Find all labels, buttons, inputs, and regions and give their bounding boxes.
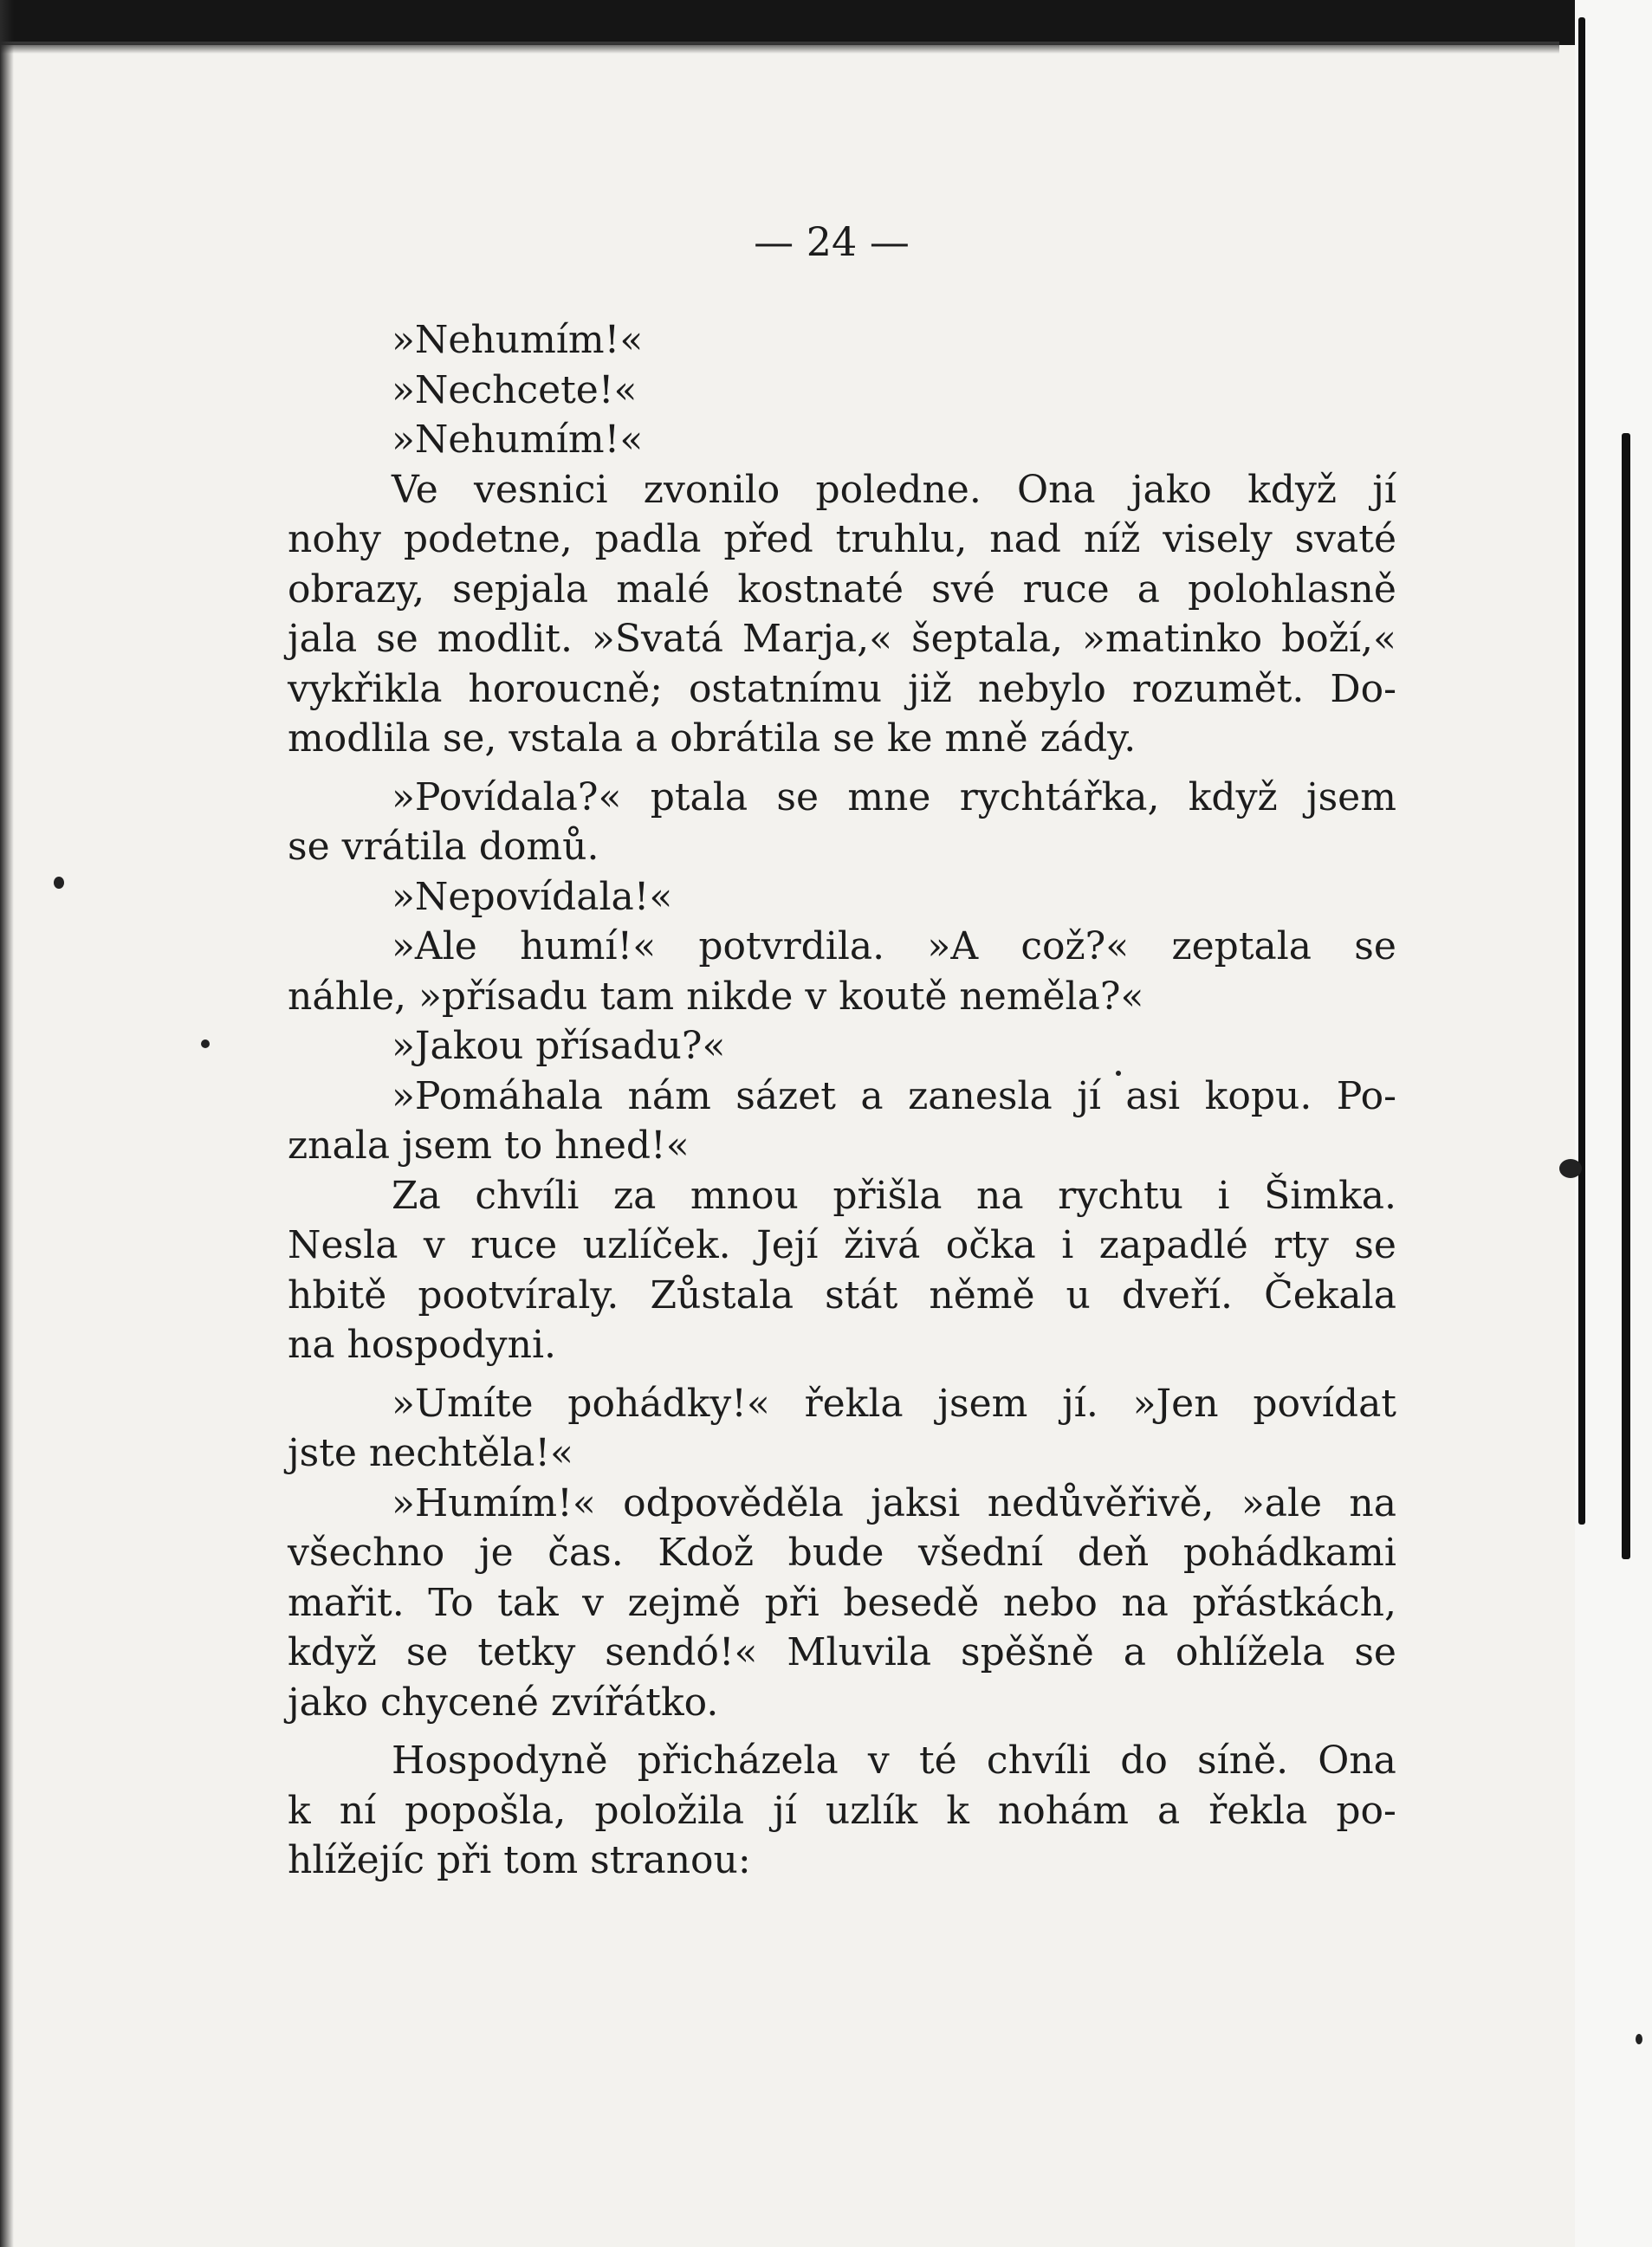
text-line: na hospodyni.: [288, 1323, 557, 1367]
page-number: — 24 —: [754, 218, 910, 265]
text-line: jste nechtěla!«: [288, 1431, 573, 1475]
ink-speck: [1559, 1159, 1582, 1178]
text-line: mařit. To tak v zejmě při besedě nebo na přástkách,: [288, 1580, 1396, 1625]
text-line: »Pomáhala nám sázet a zanesla jí asi kopu. Po-: [392, 1073, 1396, 1118]
ink-speck: [1636, 2034, 1642, 2044]
text-line: k ní popošla, položila jí uzlík k nohám a řekla po-: [288, 1788, 1396, 1833]
text-line: »Humím!« odpověděla jaksi nedůvěřivě, »ale na: [392, 1480, 1396, 1525]
text-line: nohy podetne, padla před truhlu, nad níž visely svaté: [288, 517, 1396, 561]
ink-speck: [54, 877, 64, 889]
text-line: Za chvíli za mnou přišla na rychtu i Šimka.: [392, 1173, 1396, 1218]
scan-top-shadow: [0, 42, 1559, 54]
text-line: »Jakou přísadu?«: [392, 1024, 726, 1068]
text-line: se vrátila domů.: [288, 825, 599, 869]
body-text: [288, 315, 1396, 1886]
text-line: jako chycené zvířátko.: [288, 1680, 719, 1725]
text-line: Ve vesnici zvonilo poledne. Ona jako když jí: [392, 467, 1396, 512]
text-line: hbitě pootvíraly. Zůstala stát němě u dveří. Čekala: [288, 1272, 1396, 1318]
text-line: »Nechcete!«: [392, 367, 638, 412]
text-line: »Umíte pohádky!« řekla jsem jí. »Jen povídat: [392, 1381, 1396, 1426]
binding-gutter: [1575, 0, 1652, 2247]
text-line: všechno je čas. Kdož bude všední deň pohádkami: [288, 1531, 1396, 1575]
binding-edge-line-inner: [1622, 433, 1630, 1559]
ink-speck: [201, 1039, 210, 1048]
binding-edge-line: [1578, 17, 1585, 1525]
text-line: Nesla v ruce uzlíček. Její živá očka i zapadlé rty se: [288, 1223, 1396, 1267]
text-line: obrazy, sepjala malé kostnaté své ruce a polohlasně: [288, 567, 1396, 612]
text-line: »Povídala?« ptala se mne rychtářka, když jsem: [392, 774, 1396, 819]
text-line: »Ale humí!« potvrdila. »A což?« zeptala se: [392, 924, 1396, 968]
text-line: jala se modlit. »Svatá Marja,« šeptala, »matinko boží,«: [288, 617, 1396, 661]
text-line: »Nepovídala!«: [392, 874, 673, 919]
scan-left-shadow: [0, 0, 14, 2247]
scan-top-border: [0, 0, 1652, 45]
text-line: znala jsem to hned!«: [288, 1124, 690, 1168]
text-line: »Nehumím!«: [392, 418, 644, 462]
text-line: když se tetky sendó!« Mluvila spěšně a ohlížela se: [288, 1630, 1396, 1674]
text-line: Hospodyně přicházela v té chvíli do síně. Ona: [392, 1739, 1396, 1783]
text-line: modlila se, vstala a obrátila se ke mně zády.: [288, 716, 1137, 761]
text-line: náhle, »přísadu tam nikde v koutě neměla?«: [288, 974, 1144, 1019]
text-line: »Nehumím!«: [392, 318, 644, 362]
text-line: vykřikla horoucně; ostatnímu již nebylo rozumět. Do-: [288, 666, 1396, 711]
text-line: hlížejíc při tom stranou:: [288, 1838, 751, 1882]
